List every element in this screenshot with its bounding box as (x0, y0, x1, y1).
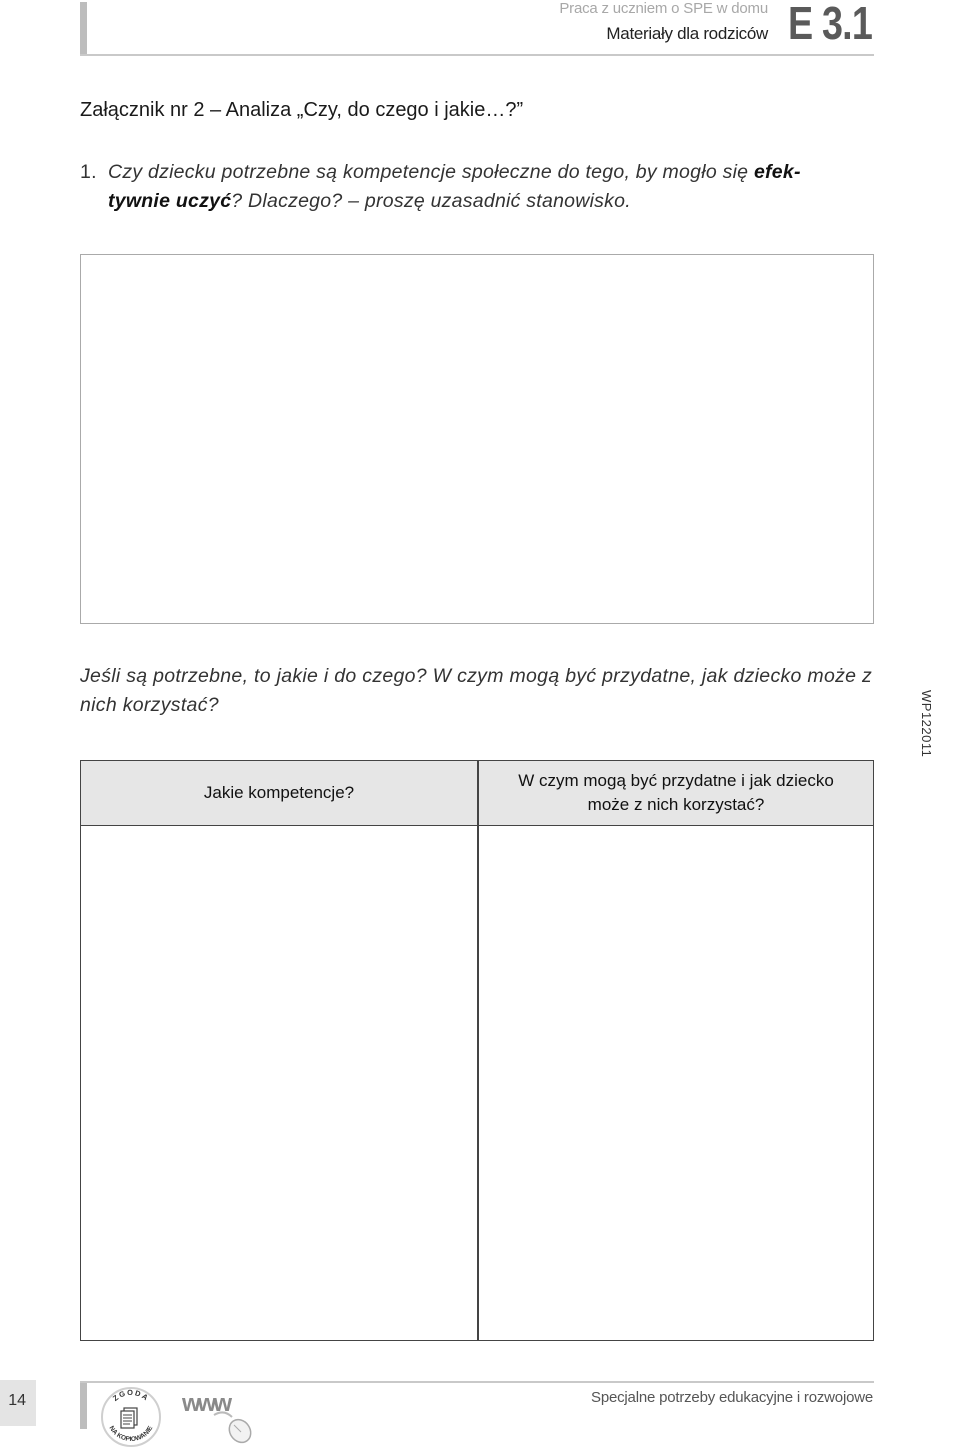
question-1-text: Czy dziecku potrzebne są kompetencje społeczne do tego, by mogło się (108, 161, 749, 183)
table-header-usefulness-line1: W czym mogą być przydatne i jak dziecko (518, 771, 834, 790)
question-number: 1. (80, 161, 97, 183)
answer-box[interactable] (80, 254, 874, 624)
question-1-emphasis-b: tywnie uczyć (108, 190, 232, 212)
footer-divider (80, 1381, 874, 1383)
side-code: WP122011 (919, 690, 934, 758)
page-number: 14 (8, 1392, 26, 1409)
footer-accent-bar (80, 1383, 87, 1429)
question-1 (80, 158, 880, 216)
header-divider (80, 54, 874, 56)
stamp-bottom-text: NA KOPIOWANIE (107, 1424, 155, 1444)
table-header-usefulness-line2: może z nich korzystać? (587, 795, 765, 814)
header-title: Materiały dla rodziców (606, 24, 768, 43)
page-heading: Załącznik nr 2 – Analiza „Czy, do czego i jakie…?” (80, 99, 524, 121)
document-icon (121, 1408, 137, 1428)
question-1-emphasis-a: efek- (753, 161, 801, 183)
www-logo-text: www (182, 1390, 230, 1417)
table-column-divider (477, 761, 479, 1340)
mouse-icon (214, 1412, 255, 1446)
table-header-usefulness (479, 761, 873, 825)
footer-text: Specjalne potrzeby edukacyjne i rozwojowe (591, 1389, 873, 1406)
section-code: E 3.1 (788, 0, 872, 49)
header-accent-bar (80, 2, 87, 54)
question-1-text-end: ? Dlaczego? – proszę uzasadnić stanowisko. (231, 190, 631, 212)
question-2: Jeśli są potrzebne, to jakie i do czego? W czym mogą być przydatne, jak dziecko może z nich korzystać? (80, 665, 873, 716)
stamp-top-text: ZGODA (111, 1387, 151, 1403)
competence-table (80, 760, 874, 1341)
header-subtitle: Praca z uczniem o SPE w domu (559, 0, 768, 17)
table-header-competences: Jakie kompetencje? (203, 783, 355, 802)
www-logo (180, 1387, 260, 1447)
copy-permission-stamp (100, 1386, 162, 1448)
